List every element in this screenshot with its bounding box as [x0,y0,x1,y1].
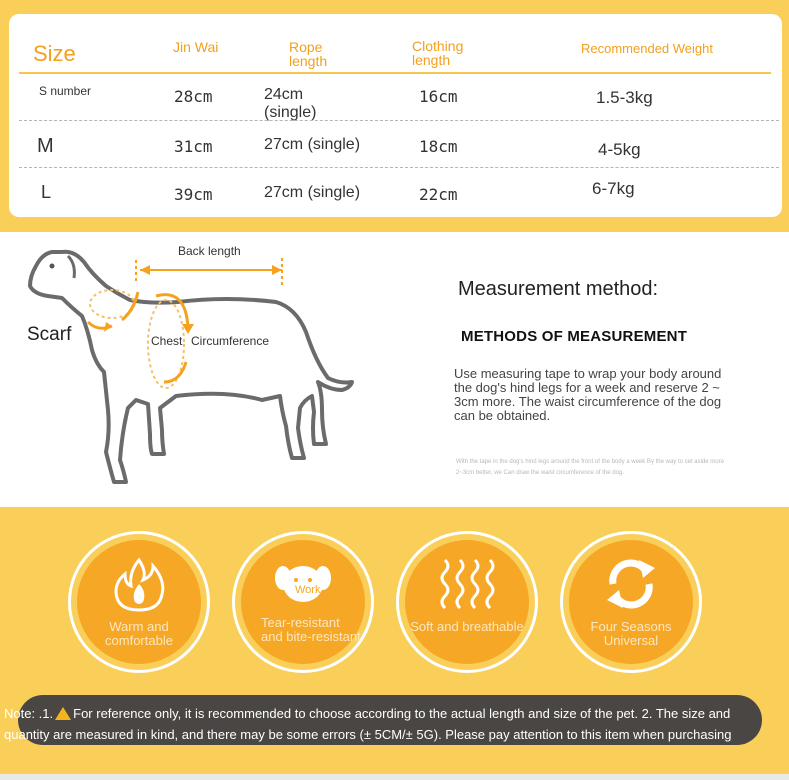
header-clothing-line2: length [412,52,451,68]
row-weight: 1.5-3kg [596,88,653,107]
measurement-faint-text: With the tape in the dog's hind legs around the front of the body a week By the way to set aside more 2~3cm better, we Can draw the waist circumference of the dog. [456,459,724,476]
warning-icon [55,707,71,720]
size-table [9,14,782,217]
row-rope: 27cm (single) [264,136,361,153]
feature-warm [68,531,210,673]
row-weight: 6-7kg [592,179,635,198]
header-divider [19,72,771,74]
measurement-section [0,232,789,507]
row-jin-wai: 39cm [174,185,213,204]
feature-four-seasons [560,531,702,673]
flame-icon [77,554,201,614]
feature-breathable [396,531,538,673]
feature-tear-resistant [232,531,374,673]
feature-label: Warm and comfortable [105,619,173,648]
dog-outline-icon [0,232,440,507]
row-weight: 4-5kg [598,140,641,159]
feature-icon-text: Work [295,584,321,596]
header-rope-line2: length [289,53,328,69]
note-text [4,703,774,745]
features-section [0,507,789,780]
row-clothing: 18cm [419,137,458,156]
row-size: M [37,135,54,157]
header-clothing-line1: Clothing [412,38,464,54]
row-jin-wai: 31cm [174,137,213,156]
row-divider [19,167,779,168]
back-length-label: Back length [178,244,241,258]
row-clothing: 22cm [419,185,458,204]
row-rope: 24cm [264,86,304,103]
size-section [0,0,789,232]
scarf-label: Scarf [27,324,72,345]
row-rope-extra: (single) [264,104,317,121]
measurement-description: Use measuring tape to wrap your body around the dog's hind legs for a week and reserve 2 ~ 3cm more. The waist circumference of the dog can be obtained. [454,366,722,423]
feature-label: Soft and breathable [410,619,524,634]
chest-label: Chest [151,334,183,348]
circumference-label: Circumference [191,334,270,348]
feature-label: Tear-resistant and bite-resistant [261,615,361,644]
row-clothing: 16cm [419,87,458,106]
bottom-strip [0,774,789,780]
header-size: Size [33,41,76,66]
row-size: S number [39,84,92,98]
feature-label: Four Seasons Universal [590,619,672,648]
row-size: L [41,182,52,202]
header-recommended-weight: Recommended Weight [581,41,713,56]
row-rope: 27cm (single) [264,184,361,201]
note-line1: For reference only, it is recommended to choose according to the actual length and size of the pet. 2. The size and [73,706,731,721]
header-rope-line1: Rope [289,39,323,55]
row-jin-wai: 28cm [174,87,213,106]
measurement-title: Measurement method: [458,278,659,300]
wavy-lines-icon [405,554,529,614]
header-jin-wai: Jin Wai [173,39,219,55]
note-prefix: Note: .1. [4,706,54,721]
refresh-icon [569,554,693,614]
row-divider [19,120,779,121]
note-line2: quantity are measured in kind, and there may be some errors (± 5CM/± 5G). Please pay attention to this item when purchasing [4,727,732,742]
measurement-subtitle: METHODS OF MEASUREMENT [461,328,688,345]
